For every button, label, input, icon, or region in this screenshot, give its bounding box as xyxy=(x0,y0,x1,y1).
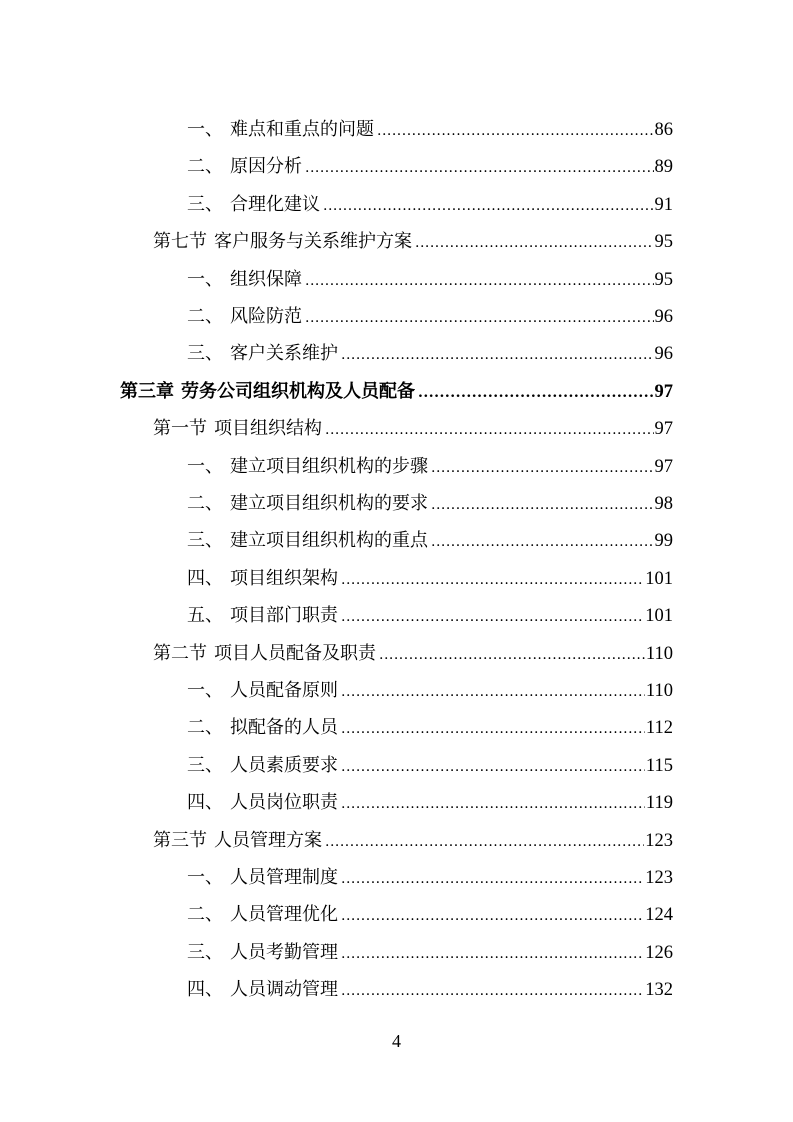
toc-entry[interactable] xyxy=(187,448,673,485)
toc-entry[interactable] xyxy=(187,560,673,597)
toc-entry-title: 难点和重点的问题 xyxy=(230,119,374,140)
toc-entry-page: 123 xyxy=(645,868,673,888)
toc-entry-page: 96 xyxy=(654,307,673,327)
toc-entry[interactable] xyxy=(187,597,673,634)
toc-entry-page: 123 xyxy=(645,831,673,851)
toc-entry-number: 三、 xyxy=(187,530,223,551)
toc-entry-page: 97 xyxy=(654,419,673,439)
toc-entry[interactable] xyxy=(120,373,673,410)
toc-entry[interactable] xyxy=(187,186,673,223)
toc-entry-number: 四、 xyxy=(187,792,223,813)
toc-leader-dots xyxy=(415,225,654,262)
toc-entry-page: 112 xyxy=(645,718,673,738)
toc-entry[interactable] xyxy=(187,672,673,709)
toc-leader-dots xyxy=(341,562,644,599)
toc-entry-title: 客户服务与关系维护方案 xyxy=(214,231,412,252)
toc-entry-number: 三、 xyxy=(187,343,223,364)
toc-entry-page: 101 xyxy=(645,569,673,589)
toc-entry-number: 三、 xyxy=(187,755,223,776)
toc-entry-page: 126 xyxy=(645,943,673,963)
toc-entry-title: 建立项目组织机构的要求 xyxy=(230,493,428,514)
toc-entry-page: 91 xyxy=(654,195,673,215)
toc-entry[interactable] xyxy=(187,485,673,522)
toc-entry[interactable] xyxy=(187,784,673,821)
toc-entry-number: 四、 xyxy=(187,979,223,1000)
toc-entry-number: 第三节 xyxy=(153,830,207,851)
toc-entry-number: 二、 xyxy=(187,306,223,327)
toc-entry-title: 项目组织结构 xyxy=(214,418,322,439)
toc-entry-number: 五、 xyxy=(187,605,223,626)
toc-leader-dots xyxy=(341,786,645,823)
toc-leader-dots xyxy=(323,188,654,225)
toc-entry-page: 132 xyxy=(645,980,673,1000)
toc-entry-number: 三、 xyxy=(187,942,223,963)
toc-entry[interactable] xyxy=(187,971,673,1008)
toc-entry-page: 119 xyxy=(645,793,673,813)
toc-entry-number: 二、 xyxy=(187,493,223,514)
toc-entry[interactable] xyxy=(153,635,673,672)
toc-entry-title: 项目部门职责 xyxy=(230,605,338,626)
toc-entry-page: 96 xyxy=(654,344,673,364)
toc-entry-number: 一、 xyxy=(187,680,223,701)
toc-leader-dots xyxy=(418,375,654,412)
toc-entry-number: 二、 xyxy=(187,904,223,925)
toc-entry-page: 86 xyxy=(654,120,673,140)
toc-leader-dots xyxy=(341,599,644,636)
toc-leader-dots xyxy=(341,337,654,374)
toc-entry-page: 95 xyxy=(654,232,673,252)
toc-leader-dots xyxy=(431,487,654,524)
toc-entry-number: 第二节 xyxy=(153,643,207,664)
page-number: 4 xyxy=(392,1031,401,1051)
toc-entry[interactable] xyxy=(187,709,673,746)
toc-leader-dots xyxy=(341,861,644,898)
toc-entry-number: 四、 xyxy=(187,568,223,589)
toc-entry-title: 人员素质要求 xyxy=(230,755,338,776)
toc-entry-page: 101 xyxy=(645,606,673,626)
toc-entry-page: 110 xyxy=(645,681,673,701)
toc-entry-title: 人员岗位职责 xyxy=(230,792,338,813)
toc-entry-title: 风险防范 xyxy=(230,306,302,327)
toc-entry-page: 99 xyxy=(654,531,673,551)
toc-entry-number: 二、 xyxy=(187,156,223,177)
toc-entry-number: 三、 xyxy=(187,194,223,215)
toc-entry-title: 人员管理优化 xyxy=(230,904,338,925)
toc-entry[interactable] xyxy=(187,522,673,559)
toc-entry-page: 124 xyxy=(645,905,673,925)
toc-entry-title: 原因分析 xyxy=(230,156,302,177)
toc-leader-dots xyxy=(305,263,654,300)
toc-leader-dots xyxy=(377,113,654,150)
toc-entry-title: 拟配备的人员 xyxy=(230,717,338,738)
toc-entry-number: 第一节 xyxy=(153,418,207,439)
toc-entry-title: 人员考勤管理 xyxy=(230,942,338,963)
toc-leader-dots xyxy=(431,524,654,561)
toc-entry-number: 第三章 xyxy=(120,381,174,402)
toc-entry-page: 97 xyxy=(654,382,673,402)
toc-entry-title: 项目人员配备及职责 xyxy=(214,643,376,664)
toc-leader-dots xyxy=(431,450,654,487)
toc-entry-title: 客户关系维护 xyxy=(230,343,338,364)
toc-leader-dots xyxy=(341,674,645,711)
toc-entry-number: 一、 xyxy=(187,269,223,290)
toc-entry-page: 97 xyxy=(654,457,673,477)
toc-entry-title: 建立项目组织机构的步骤 xyxy=(230,456,428,477)
toc-entry[interactable] xyxy=(187,335,673,372)
toc-leader-dots xyxy=(341,973,644,1010)
toc-entry[interactable] xyxy=(153,223,673,260)
toc-entry-number: 一、 xyxy=(187,119,223,140)
toc-entry-page: 115 xyxy=(645,756,673,776)
toc-entry[interactable] xyxy=(153,822,673,859)
toc-entry[interactable] xyxy=(187,261,673,298)
toc-entry-title: 劳务公司组织机构及人员配备 xyxy=(181,381,415,402)
toc-entry[interactable] xyxy=(153,410,673,447)
toc-entry-title: 人员管理方案 xyxy=(214,830,322,851)
toc-leader-dots xyxy=(325,412,654,449)
toc-leader-dots xyxy=(305,150,654,187)
toc-leader-dots xyxy=(325,824,644,861)
toc-entry-title: 人员管理制度 xyxy=(230,867,338,888)
toc-entry-page: 89 xyxy=(654,157,673,177)
toc-entry-number: 一、 xyxy=(187,867,223,888)
toc-entry-page: 95 xyxy=(654,270,673,290)
toc-leader-dots xyxy=(341,936,644,973)
toc-entry[interactable] xyxy=(187,747,673,784)
toc-entry[interactable] xyxy=(187,896,673,933)
toc-leader-dots xyxy=(341,711,645,748)
toc-leader-dots xyxy=(379,637,645,674)
toc-entry-page: 98 xyxy=(654,494,673,514)
toc-entry[interactable] xyxy=(187,111,673,148)
toc-entry-title: 组织保障 xyxy=(230,269,302,290)
toc-entry-title: 人员调动管理 xyxy=(230,979,338,1000)
toc-leader-dots xyxy=(341,898,644,935)
toc-leader-dots xyxy=(305,300,654,337)
toc-entry[interactable] xyxy=(187,298,673,335)
toc-entry-title: 人员配备原则 xyxy=(230,680,338,701)
toc-entry-title: 合理化建议 xyxy=(230,194,320,215)
toc-entry-number: 二、 xyxy=(187,717,223,738)
toc-entry[interactable] xyxy=(187,934,673,971)
toc-entry-page: 110 xyxy=(645,644,673,664)
toc-entry[interactable] xyxy=(187,148,673,185)
toc-entry-title: 项目组织架构 xyxy=(230,568,338,589)
toc-entry-number: 第七节 xyxy=(153,231,207,252)
toc-entry[interactable] xyxy=(187,859,673,896)
toc-entry-title: 建立项目组织机构的重点 xyxy=(230,530,428,551)
toc-leader-dots xyxy=(341,749,645,786)
toc-entry-number: 一、 xyxy=(187,456,223,477)
